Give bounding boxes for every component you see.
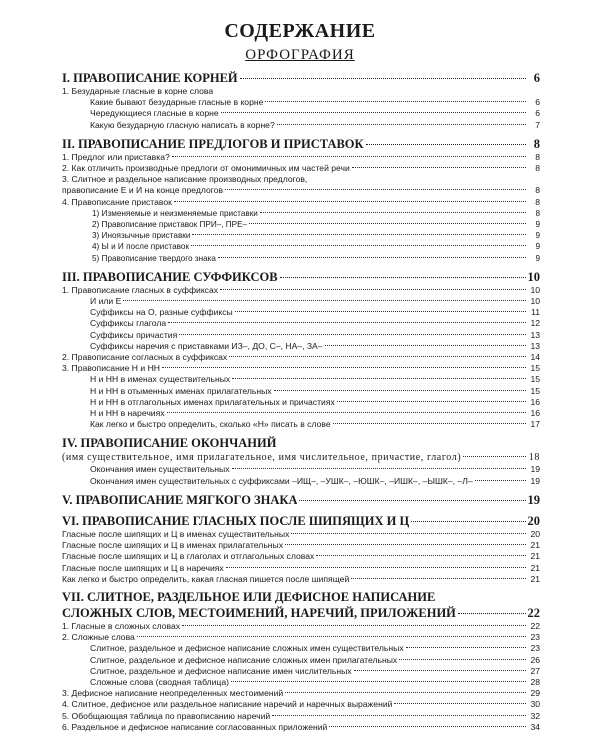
toc-entry[interactable] [62, 529, 540, 540]
toc-entry[interactable] [62, 285, 540, 296]
page-subtitle: ОРФОГРАФИЯ [245, 47, 355, 63]
section-heading[interactable] [62, 70, 540, 86]
toc-entry-page-number: 34 [530, 721, 540, 732]
toc-entry-page-number: 9 [535, 220, 540, 230]
toc-entry-label: 1. Правописание гласных в суффиксах [62, 284, 219, 295]
dot-leader [394, 703, 526, 704]
toc-entry-label: 3) Иноязычные приставки [92, 231, 191, 241]
toc-entry-page-number: 30 [530, 699, 540, 710]
toc-entry-label: Гласные после шипящих и Ц в глаголах и отглагольных словах [62, 551, 315, 562]
section-note[interactable] [62, 451, 540, 464]
toc-entry-page-number: 21 [530, 573, 540, 584]
toc-entry-label: Слитное, раздельное и дефисное написание сложных имен прилагательных [90, 654, 398, 665]
toc-entry-page-number: 14 [530, 352, 540, 363]
section-heading-label: V. ПРАВОПИСАНИЕ МЯГКОГО ЗНАКА [62, 492, 298, 507]
toc-entry[interactable] [62, 632, 540, 643]
section-heading-page-number: 20 [527, 513, 540, 528]
section-heading-page-number: 10 [527, 269, 540, 284]
toc-entry-label: 4. Правописание приставок [62, 196, 172, 207]
toc-entry-label: Н и НН в именах существительных [90, 374, 231, 385]
toc-entry[interactable] [62, 711, 540, 722]
table-of-contents [62, 70, 540, 733]
toc-entry-label: 1. Предлог или приставка? [62, 151, 170, 162]
toc-entry-label: Чередующиеся гласные в корне [90, 108, 219, 119]
toc-entry[interactable] [62, 551, 540, 562]
toc-entry[interactable] [62, 397, 540, 408]
toc-entry[interactable] [62, 318, 540, 329]
toc-entry-page-number: 21 [530, 540, 540, 551]
toc-entry[interactable] [62, 152, 540, 163]
toc-entry-label: И или Е [90, 296, 122, 307]
toc-entry[interactable] [62, 330, 540, 341]
toc-entry-page-number: 9 [535, 253, 540, 263]
toc-entry-page-number: 6 [535, 108, 540, 119]
toc-entry-page-number: 15 [530, 374, 540, 385]
toc-entry[interactable] [62, 108, 540, 119]
section-heading-label: IV. ПРАВОПИСАНИЕ ОКОНЧАНИЙ [62, 436, 277, 451]
toc-entry-page-number: 22 [530, 620, 540, 631]
toc-entry-label: 5) Правописание твердого знака [92, 253, 216, 263]
toc-entry-label: Окончания имен существительных [90, 464, 230, 475]
toc-entry-page-number: 7 [535, 119, 540, 130]
toc-entry-label: Суффиксы на О, разные суффиксы [90, 307, 233, 318]
dot-leader [366, 144, 526, 145]
section-heading[interactable] [62, 513, 540, 529]
toc-entry-label: 3. Слитное и раздельное написание производных предлогов, [62, 174, 308, 185]
dot-leader [299, 500, 525, 501]
dot-leader [337, 401, 526, 402]
section-heading[interactable] [62, 435, 540, 451]
toc-entry-page-number: 11 [531, 307, 540, 318]
toc-entry[interactable] [62, 185, 540, 196]
toc-entry[interactable] [62, 363, 540, 374]
dot-leader [232, 468, 526, 469]
dot-leader [285, 692, 526, 693]
toc-entry[interactable] [62, 408, 540, 419]
dot-leader [231, 681, 526, 682]
section-heading[interactable] [62, 136, 540, 152]
toc-entry-label: Какие бывают безударные гласные в корне [90, 97, 264, 108]
dot-leader [229, 356, 526, 357]
toc-entry-page-number: 21 [530, 551, 540, 562]
dot-leader [249, 223, 526, 224]
toc-entry-label: 4. Слитное, дефисное или раздельное написание наречий и наречных выражений [62, 699, 393, 710]
toc-entry[interactable] [62, 352, 540, 363]
dot-leader [172, 156, 526, 157]
dot-leader [226, 567, 526, 568]
toc-entry-label: Суффиксы глагола [90, 318, 167, 329]
toc-entry-page-number: 16 [530, 408, 540, 419]
toc-entry[interactable] [62, 120, 540, 131]
toc-entry-page-number: 9 [535, 242, 540, 252]
dot-leader [168, 322, 526, 323]
toc-entry[interactable] [62, 230, 540, 241]
dot-leader [285, 544, 526, 545]
toc-entry-page-number: 16 [530, 396, 540, 407]
toc-entry-page-number: 26 [530, 654, 540, 665]
dot-leader [123, 300, 526, 301]
toc-entry[interactable] [62, 174, 540, 185]
toc-entry-page-number: 32 [530, 710, 540, 721]
toc-entry-label: Гласные после шипящих и Ц в именах существительных [62, 528, 290, 539]
toc-entry-label: 1. Гласные в сложных словах [62, 620, 181, 631]
section-heading-page-number: 8 [533, 136, 540, 151]
toc-entry-label: правописание Е и И на конце предлогов [62, 185, 224, 196]
toc-entry[interactable] [62, 655, 540, 666]
dot-leader [272, 715, 526, 716]
toc-entry-label: Суффиксы наречия с приставками ИЗ–, ДО, С–, НА–, ЗА– [90, 340, 323, 351]
dot-leader [475, 480, 526, 481]
dot-leader [354, 670, 526, 671]
toc-entry-page-number: 8 [535, 208, 540, 218]
toc-entry[interactable] [62, 677, 540, 688]
toc-entry[interactable] [62, 476, 540, 487]
toc-entry-page-number: 8 [535, 185, 540, 196]
toc-entry-page-number: 27 [530, 665, 540, 676]
toc-entry-label: Сложные слова (сводная таблица) [90, 676, 229, 687]
dot-leader [406, 647, 526, 648]
toc-entry[interactable] [62, 341, 540, 352]
dot-leader [265, 101, 526, 102]
dot-leader [174, 201, 526, 202]
toc-entry-label: Гласные после шипящих и Ц в наречиях [62, 562, 224, 573]
section-heading[interactable] [62, 605, 540, 621]
toc-entry-page-number: 10 [530, 296, 540, 307]
toc-entry[interactable] [62, 163, 540, 174]
dot-leader [399, 659, 526, 660]
dot-leader [179, 334, 526, 335]
toc-entry-label: 5. Обобщающая таблица по правописанию наречий [62, 710, 271, 721]
toc-entry-label: 2) Правописание приставок ПРИ–, ПРЕ– [92, 220, 248, 230]
dot-leader [225, 189, 526, 190]
toc-entry[interactable] [62, 386, 540, 397]
toc-entry-label: Гласные после шипящих и Ц в именах прилагательных [62, 540, 284, 551]
toc-entry-page-number: 19 [530, 475, 540, 486]
section-heading-page-number: 19 [527, 492, 540, 507]
dot-leader [325, 345, 526, 346]
toc-entry-page-number: 8 [535, 196, 540, 207]
toc-entry-page-number: 21 [530, 562, 540, 573]
toc-entry-page-number: 6 [535, 97, 540, 108]
toc-entry-page-number: 13 [530, 329, 540, 340]
toc-entry-label: 1) Изменяемые и неизменяемые приставки [92, 208, 258, 218]
toc-entry-label: Н и НН в отыменных именах прилагательных [90, 385, 272, 396]
toc-entry-page-number: 29 [530, 688, 540, 699]
dot-leader [137, 636, 526, 637]
dot-leader [167, 412, 526, 413]
toc-entry-page-number: 8 [535, 151, 540, 162]
dot-leader [277, 124, 526, 125]
dot-leader [316, 555, 526, 556]
dot-leader [235, 311, 526, 312]
dot-leader [458, 613, 526, 614]
section-note-page-number: 18 [528, 452, 540, 464]
toc-entry-page-number: 10 [530, 284, 540, 295]
toc-entry-label: Н и НН в наречиях [90, 408, 165, 419]
dot-leader [220, 289, 526, 290]
toc-entry-label: 2. Как отличить производные предлоги от омонимичных им частей речи [62, 163, 350, 174]
toc-entry[interactable] [62, 643, 540, 654]
toc-entry[interactable] [62, 699, 540, 710]
toc-entry[interactable] [62, 621, 540, 632]
toc-entry-label: Окончания имен существительных с суффиксами –ИЩ–, –УШК–, –ЮШК–, –ИШК–, –ЫШК–, –Л– [90, 475, 473, 486]
section-heading[interactable]: VII. СЛИТНОЕ, РАЗДЕЛЬНОЕ ИЛИ ДЕФИСНОЕ НАПИСАНИЕ [62, 589, 436, 604]
page-title: СОДЕРЖАНИЕ [224, 20, 376, 42]
toc-entry[interactable] [62, 464, 540, 475]
toc-entry-page-number: 17 [530, 419, 540, 430]
toc-entry[interactable] [62, 540, 540, 551]
toc-entry-label: Н и НН в отглагольных именах прилагательных и причастиях [90, 396, 335, 407]
toc-entry[interactable] [62, 419, 540, 430]
toc-entry-label: Как легко и быстро определить, какая гласная пишется после шипящей [62, 573, 350, 584]
toc-entry-page-number: 23 [530, 643, 540, 654]
dot-leader [240, 78, 526, 79]
dot-leader [333, 423, 526, 424]
section-heading[interactable] [62, 492, 540, 508]
toc-entry[interactable] [62, 86, 540, 97]
section-heading-label: VI. ПРАВОПИСАНИЕ ГЛАСНЫХ ПОСЛЕ ШИПЯЩИХ И Ц [62, 513, 410, 528]
dot-leader [192, 234, 526, 235]
toc-entry[interactable] [62, 666, 540, 677]
dot-leader [221, 112, 526, 113]
toc-entry[interactable] [62, 296, 540, 307]
toc-entry[interactable] [62, 219, 540, 230]
section-heading[interactable] [62, 269, 540, 285]
toc-entry-page-number: 20 [530, 528, 540, 539]
dot-leader [280, 277, 526, 278]
dot-leader [260, 212, 526, 213]
dot-leader [352, 167, 526, 168]
toc-entry-label: Какую безударную гласную написать в корне? [90, 119, 275, 130]
toc-entry-page-number: 15 [530, 363, 540, 374]
toc-entry-label: Как легко и быстро определить, сколько «Н» писать в слове [90, 419, 331, 430]
dot-leader [411, 521, 525, 522]
toc-entry-label: Слитное, раздельное и дефисное написание сложных имен существительных [90, 643, 404, 654]
toc-entry[interactable] [62, 574, 540, 585]
toc-entry[interactable] [62, 97, 540, 108]
section-heading-label: I. ПРАВОПИСАНИЕ КОРНЕЙ [62, 71, 238, 85]
toc-entry-label: 4) Ы и И после приставок [92, 242, 190, 252]
toc-entry-label: 2. Сложные слова [62, 632, 135, 643]
toc-entry[interactable] [62, 722, 540, 733]
toc-entry-page-number: 13 [530, 340, 540, 351]
dot-leader [218, 257, 526, 258]
toc-entry-page-number: 19 [530, 464, 540, 475]
section-heading-page-number: 22 [527, 605, 540, 620]
toc-entry-label: 3. Дефисное написание неопределенных местоимений [62, 688, 284, 699]
dot-leader [182, 625, 526, 626]
toc-entry[interactable] [62, 307, 540, 318]
toc-entry[interactable] [62, 197, 540, 208]
dot-leader [291, 533, 526, 534]
section-heading-label: III. ПРАВОПИСАНИЕ СУФФИКСОВ [62, 269, 278, 284]
toc-entry[interactable] [62, 241, 540, 252]
toc-entry-label: 2. Правописание согласных в суффиксах [62, 352, 228, 363]
dot-leader [274, 390, 526, 391]
dot-leader [232, 378, 526, 379]
toc-entry-label: Суффиксы причастия [90, 329, 178, 340]
section-heading-label: СЛОЖНЫХ СЛОВ, МЕСТОИМЕНИЙ, НАРЕЧИЙ, ПРИЛОЖЕНИЙ [62, 605, 456, 620]
toc-entry[interactable] [62, 688, 540, 699]
toc-entry[interactable] [62, 253, 540, 264]
toc-entry-label: 1. Безударные гласные в корне слова [62, 86, 214, 96]
toc-entry-page-number: 15 [530, 385, 540, 396]
toc-entry-page-number: 23 [530, 632, 540, 643]
toc-entry-page-number: 28 [530, 676, 540, 687]
toc-entry-label: 6. Раздельное и дефисное написание согласованных приложений [62, 721, 328, 732]
section-heading-page-number: 6 [533, 71, 540, 85]
dot-leader [191, 245, 526, 246]
dot-leader [162, 367, 526, 368]
toc-entry-page-number: 8 [535, 163, 540, 174]
toc-entry-page-number: 9 [535, 231, 540, 241]
toc-entry[interactable] [62, 374, 540, 385]
toc-entry-label: Слитное, раздельное и дефисное написание имен числительных [90, 665, 352, 676]
section-note-label: (имя существительное, имя прилагательное, имя числительное, причастие, глагол) [62, 452, 462, 464]
section-heading-label: II. ПРАВОПИСАНИЕ ПРЕДЛОГОВ И ПРИСТАВОК [62, 136, 364, 151]
toc-entry[interactable] [62, 563, 540, 574]
dot-leader [351, 578, 526, 579]
dot-leader [329, 726, 526, 727]
dot-leader [463, 456, 526, 457]
toc-entry-label: 3. Правописание Н и НН [62, 363, 160, 374]
toc-entry-page-number: 12 [530, 318, 540, 329]
toc-entry[interactable] [62, 208, 540, 219]
